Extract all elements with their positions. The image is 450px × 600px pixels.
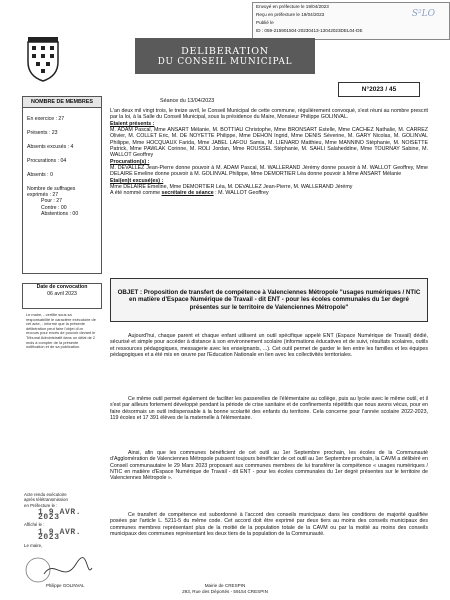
banner-title: DELIBERATION: [181, 45, 269, 57]
members-box: [22, 96, 102, 274]
secretaire-line: [110, 190, 428, 196]
members-absents: Absents : 0: [27, 171, 53, 178]
members-suffrages: Nombre de suffrages: [27, 185, 76, 192]
exec-line3: en Préfecture le :: [24, 502, 58, 508]
exec-stamp-date: 1 9 AVR. 2023: [38, 507, 82, 523]
paragraph-2: Ce même outil permet également de faciliter les passerelles de l'élémentaire au collège, puis au lycée avec le même outil, et il s'est par ailleurs fortement développé pendant la période de crise sanitaire et de confinements répétitifs que nous avons vécus, pour en faire désormais un outil indispensable à la bonne scolarité des enfants du territoire. Cela concerne pour l'année scolaire 2022-2023, 119 écoles et 17 391 élèves de la maternelle à l'élémentaire.: [110, 396, 428, 422]
exec-maire: Le maire,: [24, 543, 43, 549]
convocation-box: [22, 283, 102, 309]
members-pour: Pour : 27: [41, 198, 63, 205]
legal-sidenote: Le maire, - certifie sous sa responsabilité le caractère exécutoire de cet acte, - informe que la présente délibération peut faire l'objet d'un recours pour excès de pouvoir devant le Tribunal Administratif dans un délai de 2 mois à compter de la présente notification et de sa publication.: [26, 312, 96, 350]
session-date: Séance du 13/04/2023: [160, 98, 215, 104]
presence-intro: L'an deux mil vingt trois, le treize avril, le Conseil Municipal de cette commune, régulièrement convoqué, s'est réuni au nombre prescrit par la loi, à la Salle du Conseil Municipal, sous la présidence du Maire, Monsieur Philippe GOLINVAL.: [110, 108, 428, 121]
paragraph-4: Ce transfert de compétence est subordonné à l'accord des conseils municipaux dans les conditions de majorité qualifiée posées par l'article L. 5211-5 du même code. Cet accord doit être exprimé par deux tiers au moins des conseils municipaux des communes membres représentant plus de la moitié de la population totale de la CAVM ou par la moitié au moins des conseils municipaux des communes représentant les deux tiers de la population de la Communauté.: [110, 512, 428, 538]
banner-subtitle: DU CONSEIL MUNICIPAL: [157, 56, 293, 67]
handwritten-mark: S²LO: [411, 9, 435, 19]
receipt-id: ID : 059-215901504-20230413-13042023DEL04-DE: [256, 28, 363, 33]
members-presents: Présents : 23: [27, 129, 58, 136]
receipt-published: Publié le: [256, 20, 274, 25]
exec-line1: Acte rendu exécutoire: [24, 492, 67, 497]
paragraph-1: Aujourd'hui, chaque parent et chaque enfant utilisent un outil spécifique appelé ENT (Espace Numérique de Travail) dédié, sécurisé et simple pour accéder à distance à son environnement scolaire (informations éducatives et de suivi, résultats scolaires, outils et ressources pédagogiques, messagerie avec les enseignants, ...). Cet outil permet de garder le lien entre les familles et les équipes pédagogiques et a été mis en œuvre par l'Education Nationale en lien avec les collectivités territoriales.: [110, 333, 428, 359]
members-absents-excuses: Absents excusés : 4: [27, 143, 74, 150]
deliberation-banner: [135, 38, 315, 74]
deliberation-number: N°2023 / 45: [338, 82, 420, 97]
members-exprimes: exprimés : 27: [27, 192, 59, 198]
presents-title: Etaient présents :: [110, 120, 155, 127]
secretaire-name: : M. WALLOT Geoffrey: [213, 190, 269, 197]
town-crest-logo: [25, 36, 61, 82]
exec-affichage-date: 1 9 AVR. 2023: [38, 527, 82, 543]
footer-line1: Mairie de CRESPIN: [204, 583, 246, 588]
exec-line2: après télétransmission: [24, 497, 68, 503]
deliberation-object: OBJET : Proposition de transfert de compétence à Valenciennes Métropole "usages numériques / NTIC en matière d'Espace Numérique de Travail - dit ENT - pour les écoles communales du 1er degré présentes sur le territoire de Valenciennes Métropole": [110, 278, 428, 322]
procurations-title: Procuration(s) :: [110, 158, 150, 165]
exec-affichage: Affiché le :: [24, 522, 45, 528]
executory-block: [24, 492, 104, 549]
prefecture-receipt: [252, 2, 450, 40]
secretaire-prefix: A été nommé comme: [110, 190, 161, 197]
exec-mayor-name: Philippe GOLINVAL: [46, 583, 85, 588]
receipt-sent: Envoyé en préfecture le 19/04/2023: [256, 4, 329, 9]
procurations-list: M. DEVALLEZ Jean-Pierre donne pouvoir à M. ADAM Pascal, M. WALLERAND Jérémy donne pouvoir à M. WALLOT Geoffrey, Mme DELAIRE Emeline donne pouvoir à M. GOLINVAL Philippe, Mme DEMORTIER Léa donne pouvoir à Mme ANSART Mélanie: [110, 165, 428, 178]
footer-line2: 293, Rue des Déportés - 59154 CRESPIN: [182, 589, 268, 594]
presence-block: [110, 108, 428, 197]
members-abstentions: Abstentions : 00: [41, 211, 79, 218]
presents-list: M. ADAM Pascal, Mme ANSART Mélanie, M. BOTTIAU Christophe, Mme BRONSART Estelle, Mme CACHEZ Nathalie, M. CARREZ Olivier, M. COLLET Eric, M. DE NOYETTE Philippe, Mme DEHON Ingrid, Mme DENIS Séverine, M. GARY Nicolas, M. GOLINVAL Philippe, Mme HOCQUAUX Farida, Mme JABEL LAFOU Samia, M. LIENARD Matthieu, Mme MANNINO Stéphanie, M. NOISETTE Patrick, Mme PAWLAK Corinne, M. ROLI Jordan, Mme ROUSSEL Stéphanie, M. SAHLI Salaheddine, Mme TOURNAY Sabine, M. WALLOT Geoffrey: [110, 127, 428, 159]
members-heading: NOMBRE DE MEMBRES: [23, 97, 101, 108]
excuses-title: Etai(en)t excusé(es) :: [110, 177, 164, 184]
members-contre: Contre : 00: [41, 204, 67, 211]
members-en-exercice: En exercice : 27: [27, 115, 65, 122]
excuses-list: Mme DELAIRE Emeline, Mme DEMORTIER Léa, M. DEVALLEZ Jean-Pierre, M. WALLERAND Jérémy: [110, 184, 353, 191]
paragraph-3: Ainsi, afin que les communes bénéficient de cet outil au 1er Septembre prochain, les écoles de la Communauté d'Agglomération de Valenciennes Métropole puissent toujours bénéficier de cet outil au 1er Septembre prochain, la CAVM a délibéré en Conseil communautaire le 29 Mars 2023 proposant aux communes membres de lui transférer la compétence « usages numériques / NTIC en matière d'Espace Numérique de Travail - dit ENT - pour les écoles communales du 1er degré présentes sur le territoire de Valenciennes Métropole ».: [110, 450, 428, 482]
convocation-label: Date de convocation: [36, 284, 88, 290]
page-footer: [0, 583, 450, 595]
receipt-received: Reçu en préfecture le 19/04/2023: [256, 12, 325, 17]
secretaire-title: secrétaire de séance: [161, 190, 214, 197]
convocation-date: 06 avril 2023: [47, 291, 77, 297]
members-procurations: Procurations : 04: [27, 157, 67, 164]
